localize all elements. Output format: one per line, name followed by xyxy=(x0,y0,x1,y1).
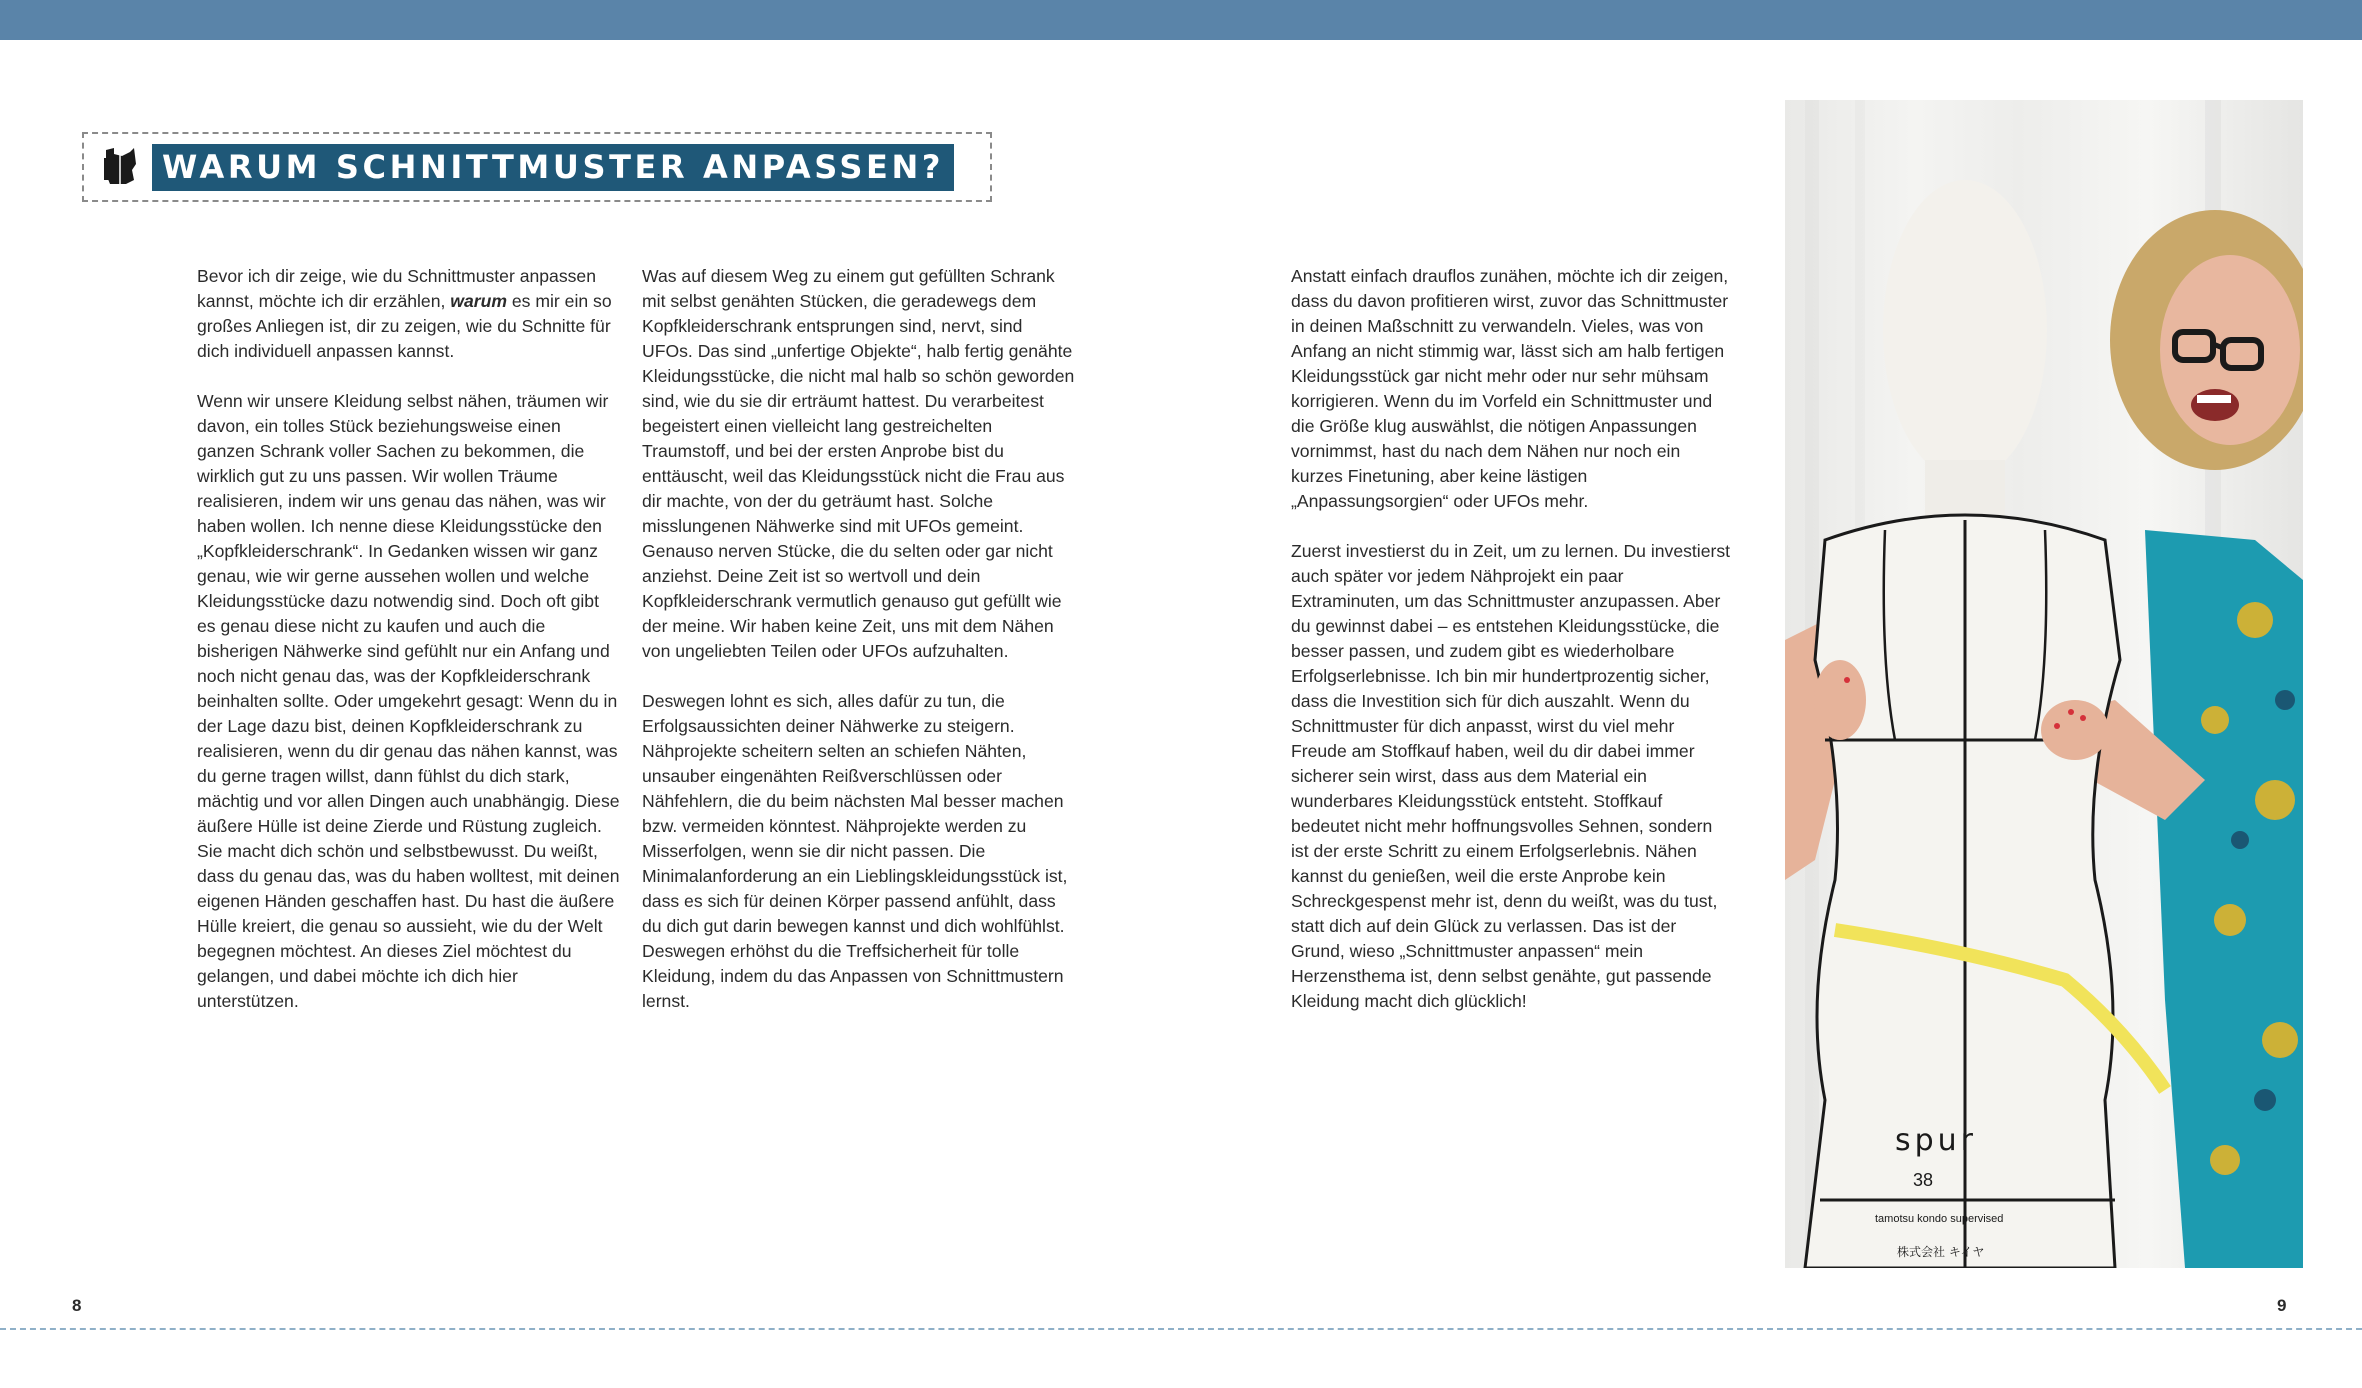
form-brand-label: spur xyxy=(1895,1123,1978,1158)
dress-form-icon xyxy=(100,144,142,188)
form-tag-label: tamotsu kondo supervised xyxy=(1875,1213,2004,1225)
text-column-2 xyxy=(642,264,1077,1039)
paragraph: Deswegen lohnt es sich, alles dafür zu tun, die Erfolgsaussichten deiner Nähwerke zu steigern. Nähprojekte scheitern selten an schiefen Nähten, unsauber eingenähten Reißverschlüssen oder Nähfehlern, die du beim nächsten Mal besser machen bzw. vermeiden könntest. Nähprojekte werden zu Misserfolgen, wenn sie dir nicht passen. Die Minimalanforderung an ein Lieblingskleidungsstück ist, dass es sich für deinen Körper passend anfühlt, dass du dich gut darin bewegen kannst und dich wohlfühlst. Deswegen erhöhst du die Treffsicherheit für tolle Kleidung, indem du das Anpassen von Schnittmustern lernst. xyxy=(642,691,1068,1011)
form-tag2-label: 株式会社 キイヤ xyxy=(1897,1245,1985,1259)
paragraph: Wenn wir unsere Kleidung selbst nähen, träumen wir davon, ein tolles Stück beziehungsweise einen ganzen Schrank voller Sachen zu bekommen, die wirklich gut zu uns passen. Wir wollen Träume realisieren, indem wir uns genau das nähen, was wir haben wollen. Ich nenne diese Kleidungsstücke den „Kopfkleiderschrank“. In Gedanken wissen wir ganz genau, wie wir gerne aussehen wollen und welche Kleidungsstücke dazu notwendig sind. Doch oft gibt es genau diese nicht zu kaufen und auch die bisherigen Nähwerke sind gefühlt nur ein Anfang und noch nicht genau das, was der Kopfkleiderschrank beinhalten sollte. Oder umgekehrt gesagt: Wenn du in der Lage dazu bist, deinen Kopfkleiderschrank zu realisieren, wenn du dir genau das nähen kannst, was du gerne tragen willst, dann fühlst du dich stark, mächtig und vor allen Dingen auch unabhängig. Diese äußere Hülle ist deine Zierde und Rüstung zugleich. Sie macht dich schön und selbstbewusst. Du weißt, dass du genau das, was du haben wolltest, mit deinen eigenen Händen geschaffen hast. Du hast die äußere Hülle kreiert, die genau so aussieht, wie du der Welt begegnen möchtest. An dieses Ziel möchtest du gelangen, und dabei möchte ich dich hier unterstützen. xyxy=(197,391,620,1011)
photo-woman-with-dress-form xyxy=(1785,100,2303,1268)
page-number-right: 9 xyxy=(2277,1296,2287,1315)
paragraph: Anstatt einfach drauflos zunähen, möchte ich dir zeigen, dass du davon profitieren wirst, zuvor das Schnittmuster in deinen Maßschnitt zu verwandeln. Vieles, was von Anfang an nicht stimmig war, lässt sich am halb fertigen Kleidungsstück gar nicht mehr oder nur sehr mühsam korrigieren. Wenn du im Vorfeld ein Schnittmuster und die Größe klug auswählst, die nötigen Anpassungen vornimmst, hast du nach dem Nähen nur noch ein kurzes Finetuning, aber keine lästigen „Anpassungsorgien“ oder UFOs mehr. xyxy=(1291,266,1729,511)
footer-divider xyxy=(0,1328,2362,1330)
text-column-3 xyxy=(1291,264,1731,1039)
paragraph: Was auf diesem Weg zu einem gut gefüllten Schrank mit selbst genähten Stücken, die geradewegs dem Kopfkleiderschrank entsprungen sind, nervt, sind UFOs. Das sind „unfertige Objekte“, halb fertig genähte Kleidungsstücke, die nicht mal halb so schön geworden sind, wie du sie dir erträumt hattest. Du verarbeitest begeistert einen vielleicht lang gestreichelten Traumstoff, und bei der ersten Anprobe bist du enttäuscht, weil das Kleidungsstück nicht die Frau aus dir machte, von der du geträumt hast. Solche misslungenen Nähwerke sind mit UFOs gemeint. Genauso nerven Stücke, die du selten oder gar nicht anziehst. Deine Zeit ist so wertvoll und dein Kopfkleiderschrank vermutlich genauso gut gefüllt wie der meine. Wir haben keine Zeit, uns mit dem Nähen von ungeliebten Teilen oder UFOs aufzuhalten. xyxy=(642,266,1075,661)
top-color-bar xyxy=(0,0,2362,40)
page-title: WARUM SCHNITTMUSTER ANPASSEN? xyxy=(152,144,954,191)
form-size-label: 38 xyxy=(1913,1170,1934,1190)
paragraph: Bevor ich dir zeige, wie du Schnittmuster anpassen kannst, möchte ich dir erzählen, warum es mir ein so großes Anliegen ist, dir zu zeigen, wie du Schnitte für dich individuell anpassen kannst. xyxy=(197,266,612,361)
text-column-1 xyxy=(197,264,622,1039)
page-number-left: 8 xyxy=(72,1296,82,1315)
paragraph: Zuerst investierst du in Zeit, um zu lernen. Du investierst auch später vor jedem Nähprojekt ein paar Extraminuten, um das Schnittmuster anzupassen. Aber du gewinnst dabei – es entstehen Kleidungsstücke, die besser passen, und zudem gibt es wiederholbare Erfolgserlebnisse. Ich bin mir hundertprozentig sicher, dass die Investition sich für dich auszahlt. Wenn du Schnittmuster für dich anpasst, wirst du viel mehr Freude am Stoffkauf haben, weil du dir dabei immer sicherer sein wirst, dass aus dem Material ein wunderbares Kleidungsstück entsteht. Stoffkauf bedeutet nicht mehr hoffnungsvolles Sehnen, sondern ist der erste Schritt zu einem Erfolgserlebnis. Nähen kannst du genießen, weil die erste Anprobe kein Schreckgespenst mehr ist, denn du weißt, was du tust, statt dich auf dein Glück zu verlassen. Das ist der Grund, wieso „Schnittmuster anpassen“ mein Herzensthema ist, denn selbst genähte, gut passende Kleidung macht dich glücklich! xyxy=(1291,541,1731,1011)
